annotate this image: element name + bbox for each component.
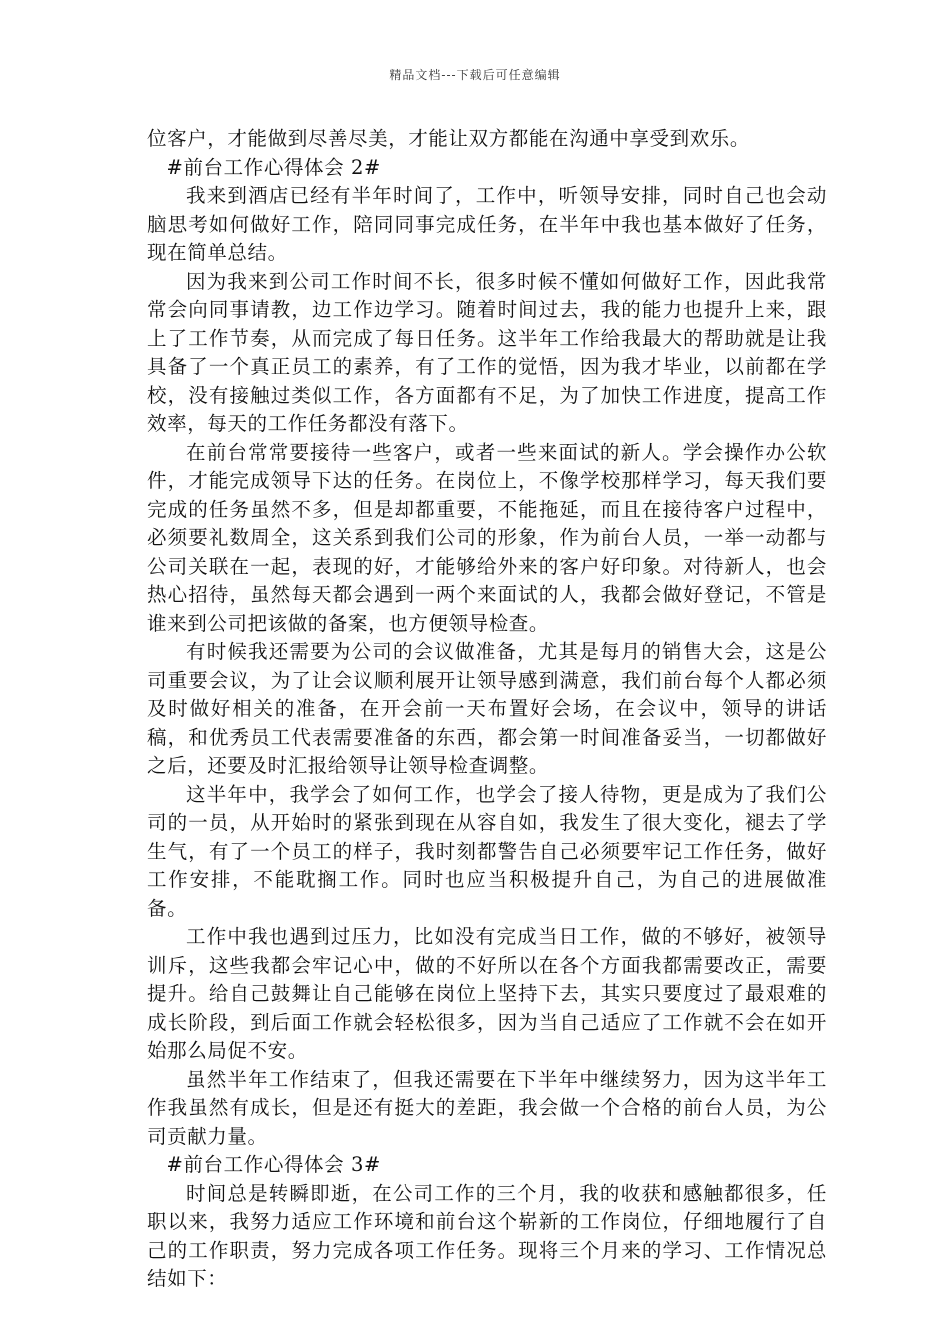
paragraph-4: 有时候我还需要为公司的会议做准备，尤其是每月的销售大会，这是公司重要会议，为了让会议顺利展开让领导感到满意，我们前台每个人都必须及时做好相关的准备，在开会前一天布置好会场，在会议中，领导的讲话稿，和优秀员工代表需要准备的东西，都会第一时间准备妥当，一切都做好之后，还要及时汇报给领导让领导检查调整。 [147, 640, 827, 777]
section-heading-3: #前台工作心得体会 3# [166, 1153, 381, 1176]
paragraph-8: 时间总是转瞬即逝，在公司工作的三个月，我的收获和感触都很多，任职以来，我努力适应工作环境和前台这个崭新的工作岗位，仔细地履行了自己的工作职责，努力完成各项工作任务。现将三个月来的学习、工作情况总结如下： [147, 1181, 827, 1290]
paragraph-7: 虽然半年工作结束了，但我还需要在下半年中继续努力，因为这半年工作我虽然有成长，但是还有挺大的差距，我会做一个合格的前台人员，为公司贡献力量。 [147, 1067, 827, 1148]
paragraph-6: 工作中我也遇到过压力，比如没有完成当日工作，做的不够好，被领导训斥，这些我都会牢记心中，做的不好所以在各个方面我都需要改正，需要提升。给自己鼓舞让自己能够在岗位上坚持下去，其实只要度过了最艰难的成长阶段，到后面工作就会轻松很多，因为当自己适应了工作就不会在如开始那么局促不安。 [147, 925, 827, 1062]
paragraph-5: 这半年中，我学会了如何工作，也学会了接人待物，更是成为了我们公司的一员，从开始时的紧张到现在从容自如，我发生了很大变化，褪去了学生气，有了一个员工的样子，我时刻都警告自己必须要牢记工作任务，做好工作安排，不能耽搁工作。同时也应当积极提升自己，为自己的进展做准备。 [147, 782, 827, 920]
paragraph-3: 在前台常常要接待一些客户，或者一些来面试的新人。学会操作办公软件，才能完成领导下达的任务。在岗位上，不像学校那样学习，每天我们要完成的任务虽然不多，但是却都重要，不能拖延，而且在接待客户过程中，必须要礼数周全，这关系到我们公司的形象，作为前台人员，一举一动都与公司关联在一起，表现的好，才能够给外来的客户好印象。对待新人，也会热心招待，虽然每天都会遇到一两个来面试的人，我都会做好登记，不管是谁来到公司把该做的备案，也方便领导检查。 [147, 440, 827, 635]
document-body [147, 125, 827, 1294]
paragraph-2: 因为我来到公司工作时间不长，很多时候不懂如何做好工作，因此我常常会向同事请教，边工作边学习。随着时间过去，我的能力也提升上来，跟上了工作节奏，从而完成了每日任务。这半年工作给我最大的帮助就是让我具备了一个真正员工的素养，有了工作的觉悟，因为我才毕业，以前都在学校，没有接触过类似工作，各方面都有不足，为了加快工作进度，提高工作效率，每天的工作任务都没有落下。 [147, 269, 827, 435]
section-heading-2: #前台工作心得体会 2# [166, 155, 381, 179]
paragraph-1: 我来到酒店已经有半年时间了，工作中，听领导安排，同时自己也会动脑思考如何做好工作，陪同同事完成任务，在半年中我也基本做好了任务，现在简单总结。 [147, 184, 827, 264]
lead-paragraph: 位客户，才能做到尽善尽美，才能让双方都能在沟通中享受到欢乐。 [147, 127, 751, 150]
page-header: 精品文档---下载后可任意编辑 [389, 68, 561, 82]
